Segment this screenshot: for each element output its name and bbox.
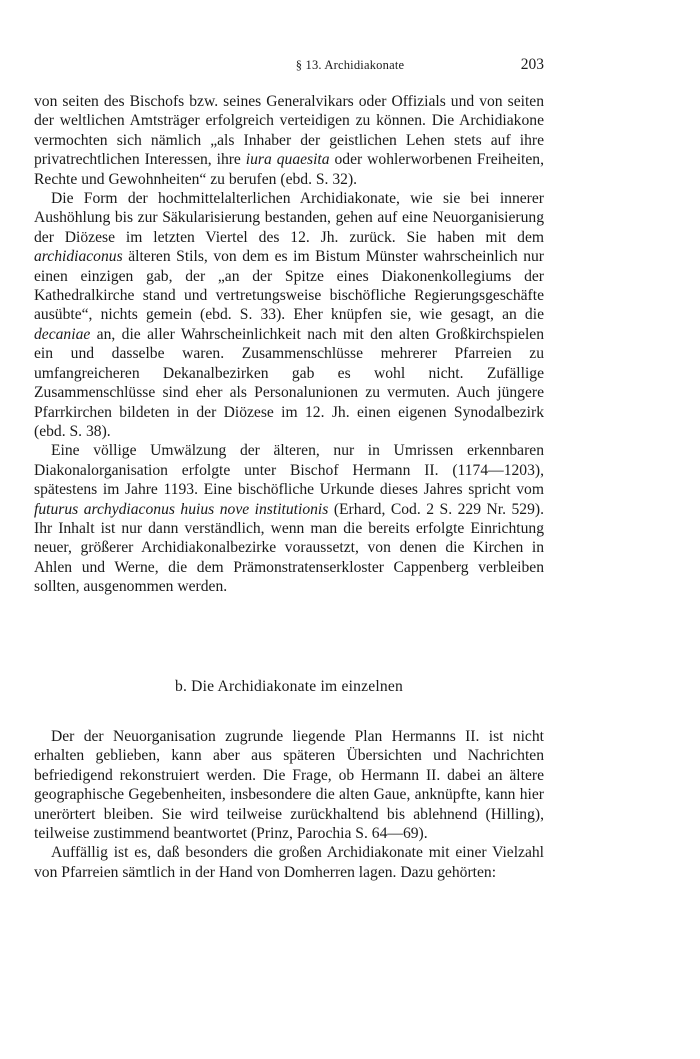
paragraph: Auffällig ist es, daß besonders die großen Archidiakonate mit einer Vielzahl von Pfarreien sämtlich in der Hand von Domherren lagen. Dazu gehörten:: [34, 844, 544, 881]
text-run: von seiten des Bischofs bzw. seines Generalvikars oder Offizials und von seiten der weltlichen Amtsträger erfolgreich verteidigen zu können. Die Archidiakone vermochten sich nämlich „als Inhaber der geistlichen Lehen stets auf ihre privatrechtlichen Interessen, ihre: [34, 93, 544, 169]
italic-term: futurus archydiaconus huius nove institutionis: [34, 500, 329, 518]
body-text-top: [34, 92, 544, 597]
text-run: oder wohlerworbenen Freiheiten, Rechte und Gewohnheiten“ zu berufen (ebd. S. 32).: [34, 151, 544, 188]
text-run: an, die aller Wahrscheinlichkeit nach mit den alten Großkirchspielen ein und dasselbe waren. Zusammenschlüsse mehrerer Pfarreien zu umfangreicheren Dekanalbezirken gab es wohl nicht. Zufällige Zusammenschlüsse sind eher als Personalunionen zu vermuten. Auch jüngere Pfarrkirchen bildeten in der Diözese im 12. Jh. einen eigenen Synodalbezirk (ebd. S. 38).: [34, 325, 544, 440]
paragraph: [34, 189, 544, 441]
paragraph: Der der Neuorganisation zugrunde liegende Plan Hermanns II. ist nicht erhalten geblieben, kann aber aus späteren Übersichten und Nachrichten befriedigend rekonstruiert werden. Die Frage, ob Hermann II. dabei an ältere geographische Gegebenheiten, insbesondere die alten Gaue, anknüpfte, kann hier unerörtert bleiben. Sie wird teilweise zurückhaltend bis ablehnend (Hilling), teilweise zustimmend beantwortet (Prinz, Parochia S. 64—69).: [34, 728, 544, 843]
section-heading: b. Die Archidiakonate im einzelnen: [174, 678, 404, 695]
running-head: [0, 56, 700, 76]
paragraph: [34, 441, 544, 596]
running-title: § 13. Archidiakonate: [295, 58, 405, 72]
page-number: 203: [520, 56, 544, 73]
text-run: (Erhard, Cod. 2 S. 229 Nr. 529). Ihr Inhalt ist nur dann verständlich, wenn man die bereits erfolgte Einrichtung neuer, größerer Archidiakonalbezirke voraussetzt, von denen die Kirchen in Ahlen und Werne, die dem Prämonstratenserkloster Cappenberg verbleiben sollten, ausgenommen werden.: [34, 500, 544, 596]
italic-term: archidiaconus: [34, 248, 123, 266]
text-run: Die Form der hochmittelalterlichen Archidiakonate, wie sie bei innerer Aushöhlung bis zur Säkularisierung bestanden, gehen auf eine Neuorganisierung der Diözese im letzten Viertel des 12. Jh. zurück. Sie haben mit dem: [34, 190, 544, 246]
text-run: älteren Stils, von dem es im Bistum Münster wahrscheinlich nur einen einzigen gab, der „an der Spitze eines Diakonenkollegiums der Kathedralkirche stand und vertretungsweise bischöfliche Regierungsgeschäfte ausübte“, nichts gemein (ebd. S. 33). Eher knüpfen sie, wie gesagt, an die: [34, 248, 544, 324]
italic-term: iura quaesita: [245, 151, 330, 169]
italic-term: decaniae: [34, 325, 91, 343]
text-run: Eine völlige Umwälzung der älteren, nur in Umrissen erkennbaren Diakonalorganisation erfolgte unter Bischof Hermann II. (1174—1203), spätestens im Jahre 1193. Eine bischöfliche Urkunde dieses Jahres spricht vom: [34, 442, 544, 499]
paragraph: [34, 92, 544, 189]
body-text-bottom: [34, 727, 544, 882]
